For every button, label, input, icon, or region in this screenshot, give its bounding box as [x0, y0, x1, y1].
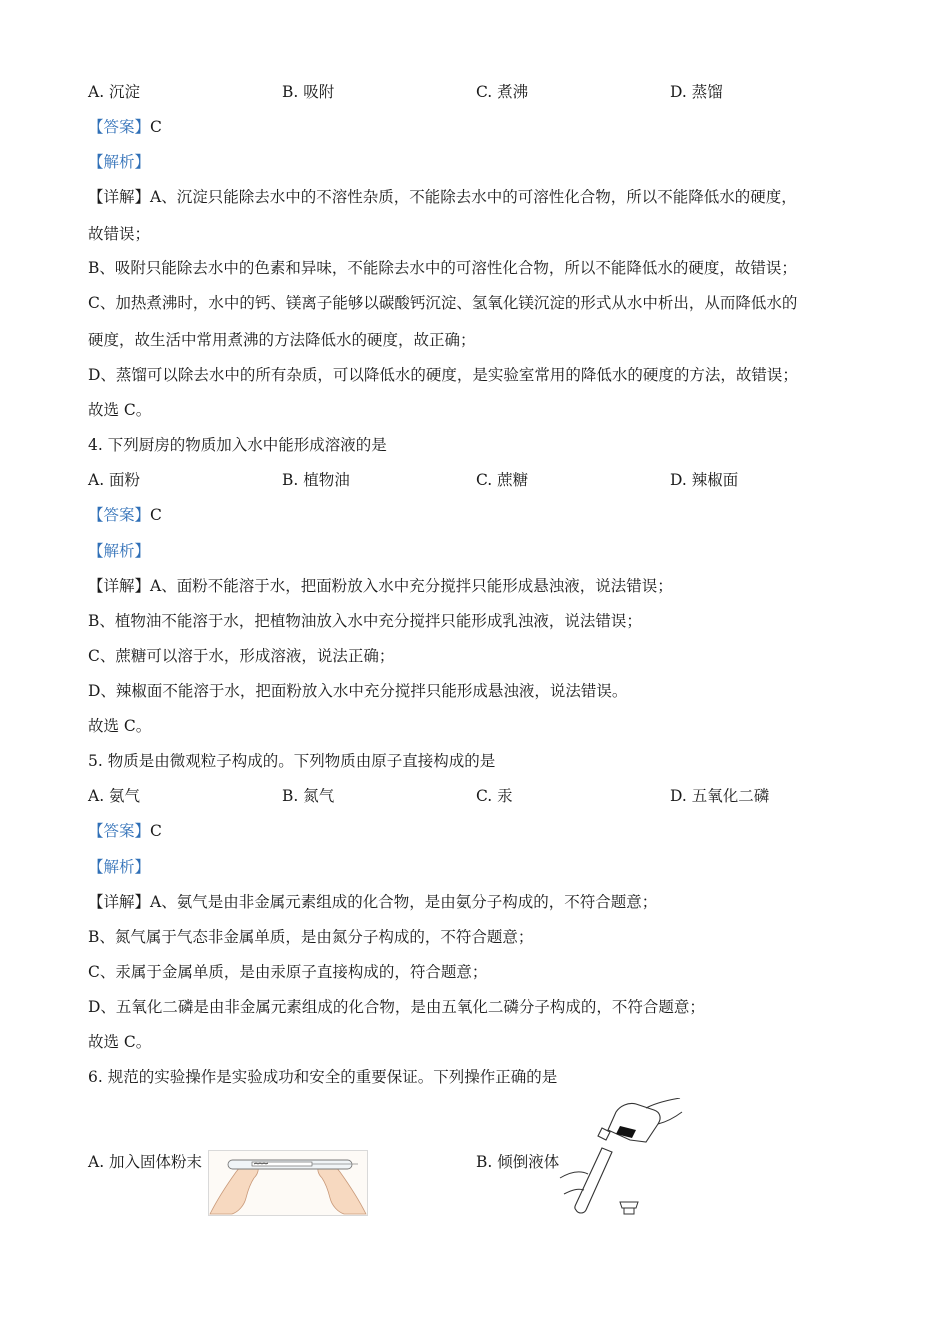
q5-detail-line-2: B、氮气属于气态非金属单质，是由氮分子构成的，不符合题意；: [88, 928, 534, 946]
answer-tag: 【答案】: [88, 506, 151, 524]
answer-value: C: [150, 118, 162, 136]
q4-detail-line-1: [88, 576, 673, 596]
q4-option-d: D. 辣椒面: [670, 471, 739, 489]
q5-option-b: B. 氮气: [282, 787, 335, 805]
q4-option-b: B. 植物油: [282, 471, 350, 489]
q5-option-c: C. 汞: [476, 787, 513, 805]
q4-option-a: A. 面粉: [88, 471, 141, 489]
q5-detail-line-3: C、汞属于金属单质，是由汞原子直接构成的，符合题意；: [88, 963, 488, 981]
q5-option-d: D. 五氧化二磷: [670, 787, 770, 805]
q6-option-b: B. 倾倒液体: [476, 1153, 560, 1171]
answer-value: C: [150, 822, 162, 840]
add-solid-powder-figure: [208, 1150, 368, 1216]
q6-option-a: A. 加入固体粉末: [88, 1153, 203, 1171]
q3-option-a: A. 沉淀: [88, 83, 141, 101]
detail-text: A、面粉不能溶于水，把面粉放入水中充分搅拌只能形成悬浊液，说法错误；: [150, 577, 673, 595]
q4-stem: 4. 下列厨房的物质加入水中能形成溶液的是: [88, 436, 387, 454]
q4-detail-line-2: B、植物油不能溶于水，把植物油放入水中充分搅拌只能形成乳浊液，说法错误；: [88, 612, 642, 630]
pour-liquid-figure: [558, 1098, 686, 1220]
answer-tag: 【答案】: [88, 118, 151, 136]
q3-detail-line-3: B、吸附只能除去水中的色素和异味，不能除去水中的可溶性化合物，所以不能降低水的硬度，故错误；: [88, 259, 797, 277]
q3-detail-line-2: 故错误；: [88, 225, 151, 243]
q3-answer: [88, 117, 162, 137]
q6-stem: 6. 规范的实验操作是实验成功和安全的重要保证。下列操作正确的是: [88, 1068, 558, 1086]
detail-tag: 【详解】: [88, 188, 151, 206]
q4-answer: [88, 505, 162, 525]
q3-option-d: D. 蒸馏: [670, 83, 723, 101]
q4-detail-line-3: C、蔗糖可以溶于水，形成溶液，说法正确；: [88, 647, 395, 665]
answer-value: C: [150, 506, 162, 524]
q3-detail-line-1: [88, 187, 797, 207]
q5-analysis-tag: 【解析】: [88, 858, 151, 876]
q3-detail-line-5: 硬度，故生活中常用煮沸的方法降低水的硬度，故正确；: [88, 331, 476, 349]
q4-detail-line-4: D、辣椒面不能溶于水，把面粉放入水中充分搅拌只能形成悬浊液，说法错误。: [88, 682, 628, 700]
detail-tag: 【详解】: [88, 577, 151, 595]
answer-tag: 【答案】: [88, 822, 151, 840]
q5-conclusion: 故选 C。: [88, 1033, 152, 1051]
q3-conclusion: 故选 C。: [88, 401, 152, 419]
q5-detail-line-1: [88, 892, 657, 912]
q3-option-c: C. 煮沸: [476, 83, 529, 101]
q3-detail-line-4: C、加热煮沸时，水中的钙、镁离子能够以碳酸钙沉淀、氢氧化镁沉淀的形式从水中析出，从而降低水的: [88, 294, 798, 312]
q5-option-a: A. 氨气: [88, 787, 141, 805]
q4-option-c: C. 蔗糖: [476, 471, 529, 489]
q3-option-b: B. 吸附: [282, 83, 335, 101]
detail-text: A、氨气是由非金属元素组成的化合物，是由氨分子构成的，不符合题意；: [150, 893, 658, 911]
q5-detail-line-4: D、五氧化二磷是由非金属元素组成的化合物，是由五氧化二磷分子构成的，不符合题意；: [88, 998, 705, 1016]
q3-detail-line-6: D、蒸馏可以除去水中的所有杂质，可以降低水的硬度，是实验室常用的降低水的硬度的方法，故错误；: [88, 366, 798, 384]
detail-text: A、沉淀只能除去水中的不溶性杂质，不能除去水中的可溶性化合物，所以不能降低水的硬度，: [150, 188, 797, 206]
q5-stem: 5. 物质是由微观粒子构成的。下列物质由原子直接构成的是: [88, 752, 496, 770]
q4-conclusion: 故选 C。: [88, 717, 152, 735]
q3-analysis-tag: 【解析】: [88, 153, 151, 171]
q5-answer: [88, 821, 162, 841]
detail-tag: 【详解】: [88, 893, 151, 911]
q4-analysis-tag: 【解析】: [88, 542, 151, 560]
